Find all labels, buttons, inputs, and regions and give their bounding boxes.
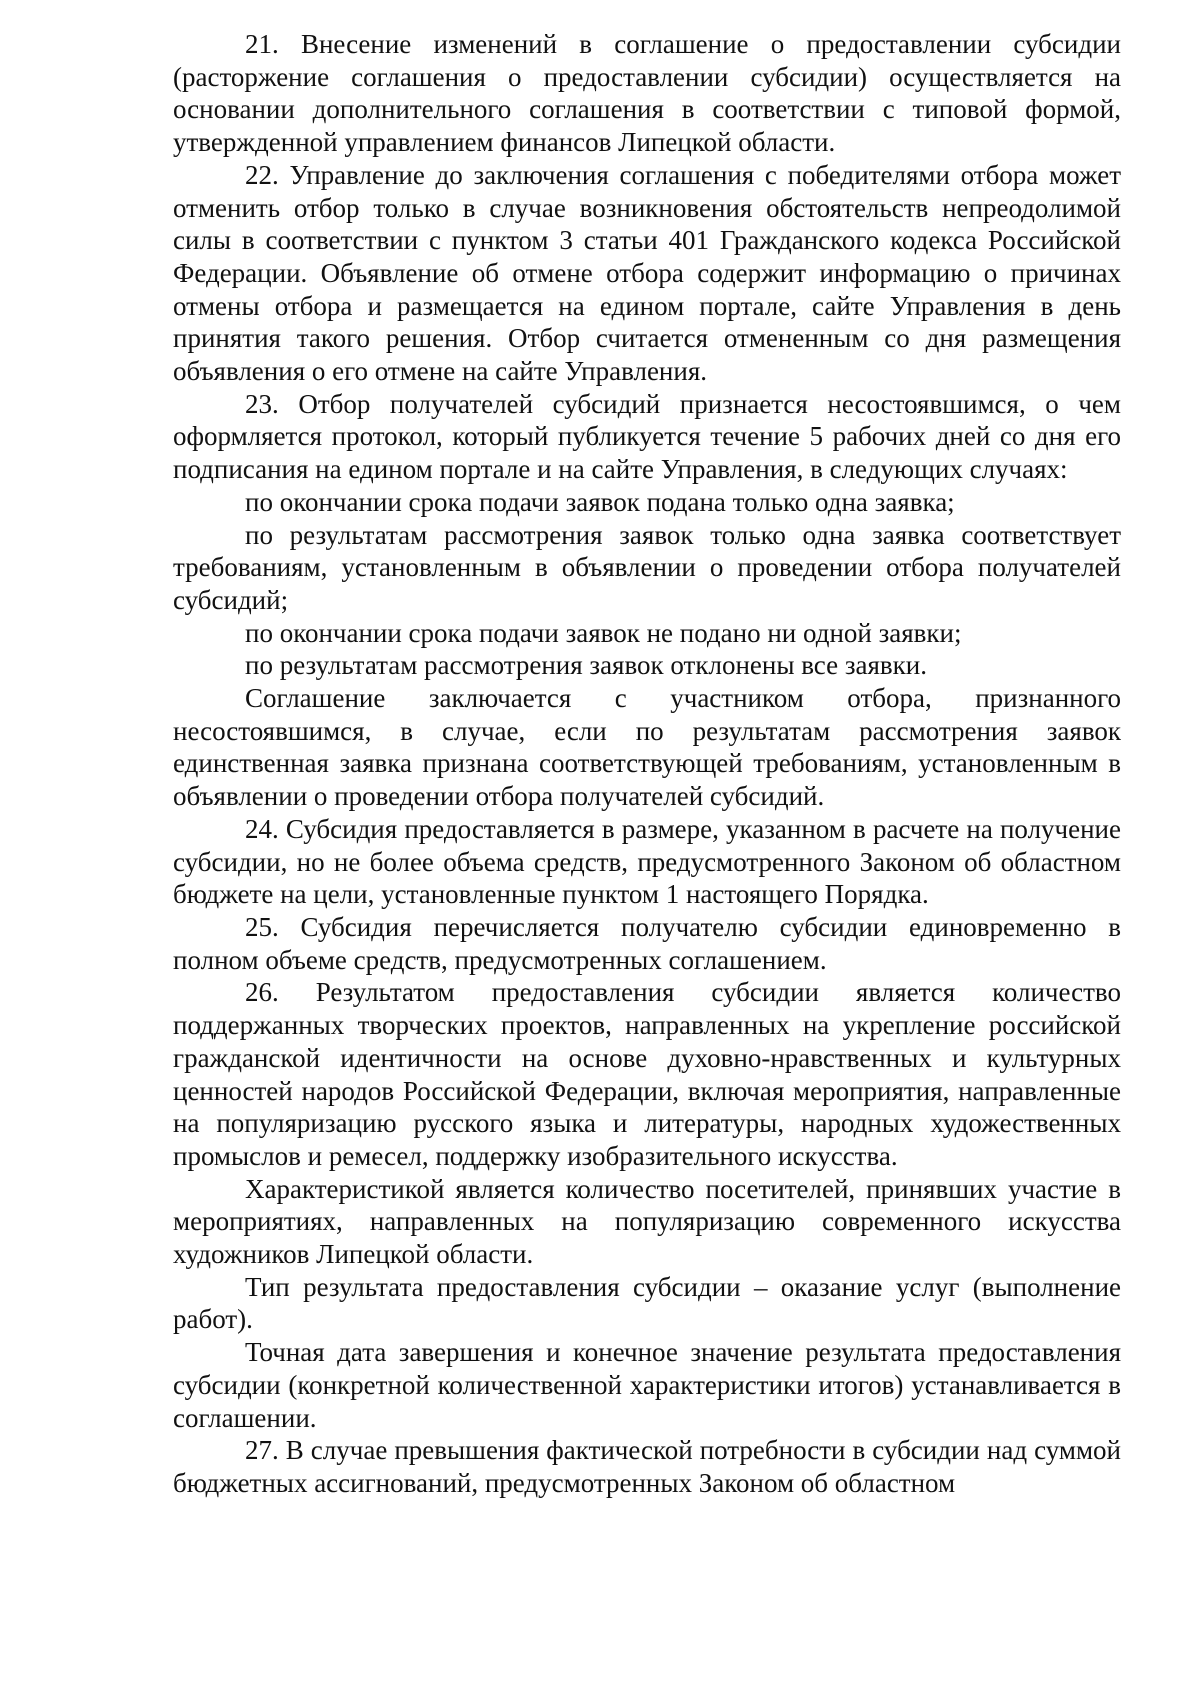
paragraph-result-type: Тип результата предоставления субсидии – оказание услуг (выполнение работ).: [173, 1271, 1121, 1335]
list-item-case-1: по окончании срока подачи заявок подана только одна заявка;: [245, 486, 955, 517]
list-item-case-4: по результатам рассмотрения заявок отклонены все заявки.: [245, 650, 927, 681]
paragraph-26: 26. Результатом предоставления субсидии является количество поддержанных творческих проектов, направленных на укрепление российской гражданской идентичности на основе духовно-нравственных и культурных ценностей народов Российской Федерации, включая мероприятия, направленные на популяризацию русского языка и литературы, народных художественных промыслов и ремесел, поддержку изобразительного искусства.: [173, 977, 1121, 1171]
list-item-case-2: по результатам рассмотрения заявок только одна заявка соответствует требованиям, установленным в объявлении о проведении отбора получателей субсидий;: [173, 519, 1121, 615]
paragraph-characteristic: Характеристикой является количество посетителей, принявших участие в мероприятиях, направленных на популяризацию современного искусства художников Липецкой области.: [173, 1173, 1121, 1270]
paragraph-24: 24. Субсидия предоставляется в размере, указанном в расчете на получение субсидии, но не более объема средств, предусмотренного Законом об областном бюджете на цели, установленные пунктом 1 настоящего Порядка.: [173, 813, 1121, 910]
document-body: [173, 28, 1121, 1500]
paragraph-23: 23. Отбор получателей субсидий признается несостоявшимся, о чем оформляется протокол, который публикуется течение 5 рабочих дней со дня его подписания на едином портале и на сайте Управления, в следующих случаях:: [173, 388, 1121, 485]
paragraph-agreement: Соглашение заключается с участником отбора, признанного несостоявшимся, в случае, если по результатам рассмотрения заявок единственная заявка признана соответствующей требованиям, установленным в объявлении о проведении отбора получателей субсидий.: [173, 683, 1121, 812]
paragraph-21: 21. Внесение изменений в соглашение о предоставлении субсидии (расторжение соглашения о предоставлении субсидии) осуществляется на основании дополнительного соглашения в соответствии с типовой формой, утвержденной управлением финансов Липецкой области.: [173, 29, 1121, 158]
paragraph-25: 25. Субсидия перечисляется получателю субсидии единовременно в полном объеме средств, предусмотренных соглашением.: [173, 911, 1121, 975]
paragraph-exact-date: Точная дата завершения и конечное значение результата предоставления субсидии (конкретной количественной характеристики итогов) устанавливается в соглашении.: [173, 1337, 1121, 1433]
paragraph-27: 27. В случае превышения фактической потребности в субсидии над суммой бюджетных ассигнований, предусмотренных Законом об областном: [173, 1435, 1121, 1498]
list-item-case-3: по окончании срока подачи заявок не подано ни одной заявки;: [245, 617, 962, 648]
paragraph-22: 22. Управление до заключения соглашения с победителями отбора может отменить отбор только в случае возникновения обстоятельств непреодолимой силы в соответствии с пунктом 3 статьи 401 Гражданского кодекса Российской Федерации. Объявление об отмене отбора содержит информацию о причинах отмены отбора и размещается на едином портале, сайте Управления в день принятия такого решения. Отбор считается отмененным со дня размещения объявления о его отмене на сайте Управления.: [173, 159, 1121, 387]
